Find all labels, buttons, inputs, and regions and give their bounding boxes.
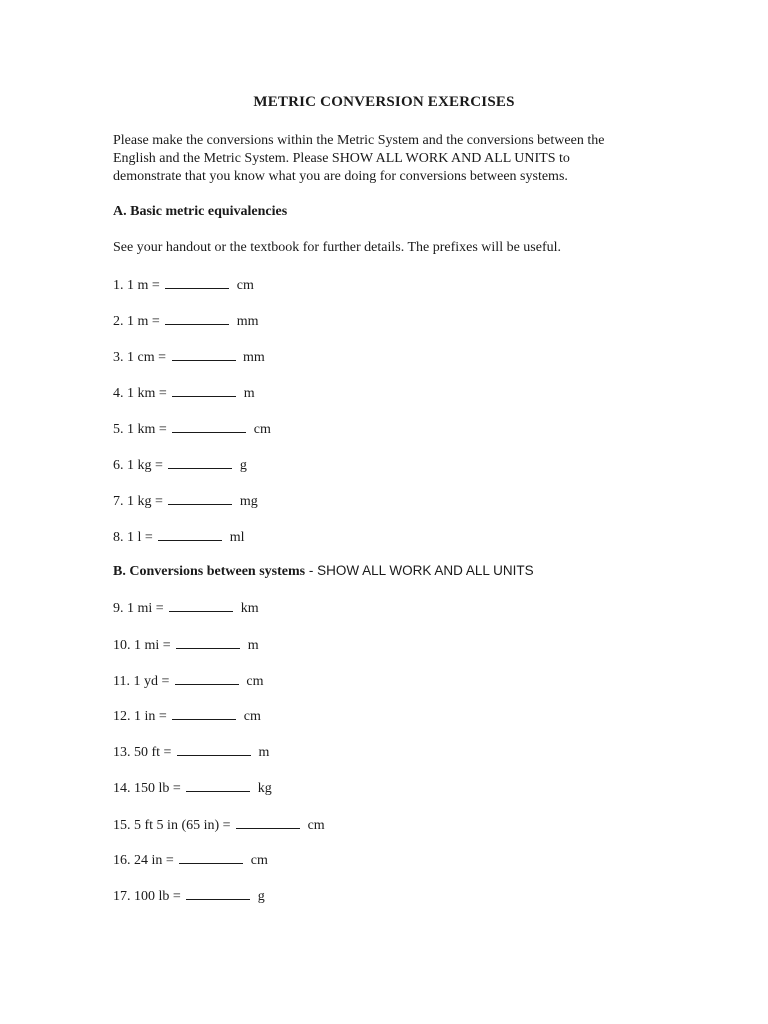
exercise-item [113,672,264,690]
answer-blank[interactable] [158,528,222,541]
exercise-item [113,420,271,438]
exercise-item [113,312,259,330]
section-b-heading: B. Conversions between systems [113,564,306,579]
answer-blank[interactable] [168,456,232,469]
exercise-item [113,456,247,474]
exercise-unit: mm [236,314,259,329]
exercise-unit: m [247,638,259,653]
exercise-item [113,492,258,510]
exercise-prefix: 6. 1 kg = [113,458,163,473]
exercise-prefix: 11. 1 yd = [113,674,170,689]
answer-blank[interactable] [236,816,300,829]
answer-blank[interactable] [179,851,243,864]
answer-blank[interactable] [172,420,246,433]
exercise-unit: cm [250,853,268,868]
exercise-prefix: 3. 1 cm = [113,350,166,365]
answer-blank[interactable] [172,384,236,397]
exercise-item [113,276,254,294]
exercise-prefix: 4. 1 km = [113,386,167,401]
answer-blank[interactable] [176,636,240,649]
exercise-unit: g [239,458,247,473]
exercise-unit: km [240,601,259,616]
exercise-prefix: 2. 1 m = [113,314,160,329]
page-title: METRIC CONVERSION EXERCISES [253,94,515,110]
exercise-unit: cm [246,674,264,689]
exercise-item [113,851,268,869]
answer-blank[interactable] [186,887,250,900]
answer-blank[interactable] [169,599,233,612]
answer-blank[interactable] [168,492,232,505]
section-a-note: See your handout or the textbook for further details. The prefixes will be useful. [113,240,562,255]
exercise-item [113,779,272,797]
exercise-prefix: 1. 1 m = [113,278,160,293]
exercise-item [113,743,269,761]
exercise-unit: cm [236,278,254,293]
exercise-prefix: 17. 100 lb = [113,889,181,904]
exercise-prefix: 12. 1 in = [113,709,167,724]
exercise-prefix: 15. 5 ft 5 in (65 in) = [113,818,231,833]
exercise-prefix: 7. 1 kg = [113,494,163,509]
answer-blank[interactable] [172,348,236,361]
section-b-heading-note: - SHOW ALL WORK AND ALL UNITS [305,563,534,578]
exercise-prefix: 16. 24 in = [113,853,174,868]
exercise-unit: ml [229,530,245,545]
exercise-item [113,348,265,366]
answer-blank[interactable] [186,779,250,792]
exercise-item [113,816,325,834]
exercise-item [113,636,259,654]
exercise-item [113,384,255,402]
section-a-heading: A. Basic metric equivalencies [113,204,288,219]
exercise-unit: m [243,386,255,401]
exercise-unit: cm [253,422,271,437]
answer-blank[interactable] [175,672,239,685]
intro-line: English and the Metric System. Please SHOW ALL WORK AND ALL UNITS to [113,151,570,166]
intro-line: Please make the conversions within the Metric System and the conversions between the [113,133,605,148]
exercise-prefix: 9. 1 mi = [113,601,164,616]
exercise-prefix: 13. 50 ft = [113,745,172,760]
section-b-heading-row [113,563,534,580]
exercise-unit: m [258,745,270,760]
exercise-unit: mg [239,494,258,509]
exercise-item [113,887,265,905]
exercise-unit: cm [307,818,325,833]
exercise-unit: kg [257,781,272,796]
answer-blank[interactable] [165,312,229,325]
exercise-item [113,707,261,725]
exercise-unit: g [257,889,265,904]
answer-blank[interactable] [177,743,251,756]
intro-line: demonstrate that you know what you are doing for conversions between systems. [113,169,568,184]
exercise-prefix: 5. 1 km = [113,422,167,437]
exercise-prefix: 10. 1 mi = [113,638,171,653]
answer-blank[interactable] [172,707,236,720]
intro-paragraph [113,132,673,186]
exercise-item [113,528,245,546]
exercise-prefix: 8. 1 l = [113,530,153,545]
exercise-item [113,599,259,617]
exercise-unit: cm [243,709,261,724]
answer-blank[interactable] [165,276,229,289]
exercise-unit: mm [243,350,265,365]
exercise-prefix: 14. 150 lb = [113,781,181,796]
